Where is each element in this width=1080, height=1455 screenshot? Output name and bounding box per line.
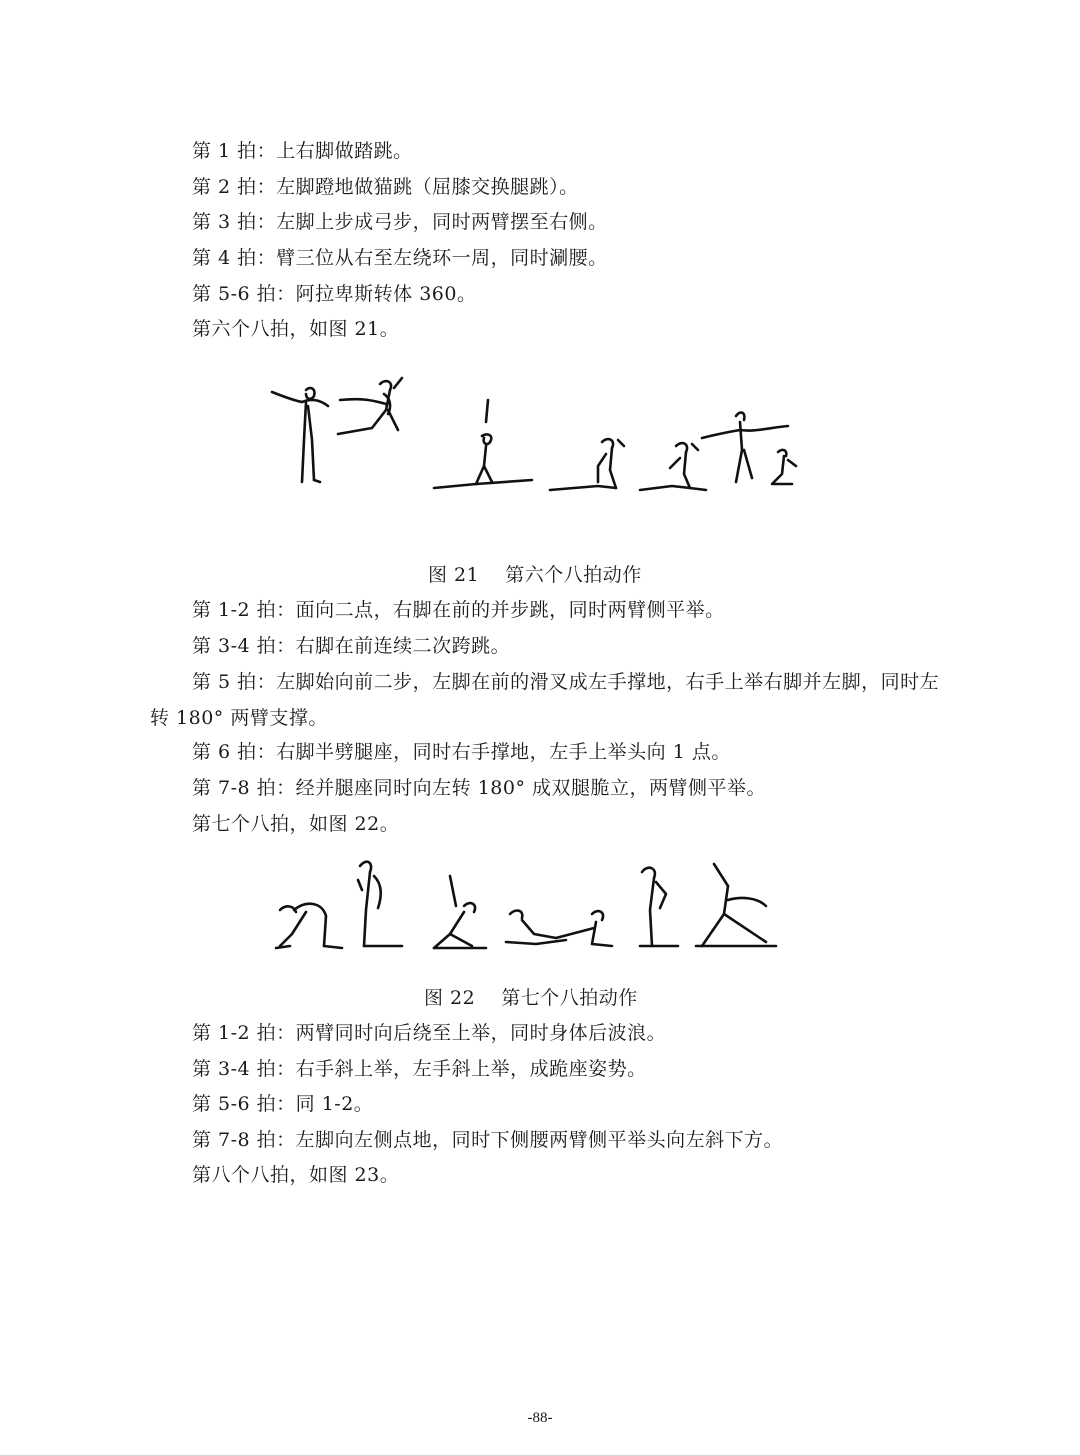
figure-22-caption-text: 第七个八拍动作: [501, 987, 638, 1009]
dance-figures-seventh-eight: [266, 850, 796, 960]
dance-figures-sixth-eight: [262, 370, 802, 500]
text-line: 第 5-6 拍：阿拉卑斯转体 360。: [192, 283, 477, 305]
figure-22-caption-number: 图 22: [424, 987, 476, 1009]
text-paragraph: 第 5 拍：左脚始向前二步，左脚在前的滑叉成左手撑地，右手上举右脚并左脚，同时左转 180° 两臂支撑。: [150, 671, 940, 729]
figure-21-illustration: [262, 370, 802, 500]
page-number: -88-: [527, 1410, 553, 1426]
text-line: 第 3-4 拍：右手斜上举，左手斜上举，成跪座姿势。: [192, 1058, 647, 1080]
text-line: 第 6 拍：右脚半劈腿座，同时右手撑地，左手上举头向 1 点。: [192, 741, 731, 763]
figure-21-caption-number: 图 21: [428, 564, 480, 586]
text-line: 第 3-4 拍：右脚在前连续二次跨跳。: [192, 635, 511, 657]
text-line: 第 1 拍：上右脚做踏跳。: [192, 140, 413, 162]
text-line: 第 4 拍：臂三位从右至左绕环一周，同时涮腰。: [192, 247, 608, 269]
text-line: 第七个八拍，如图 22。: [192, 813, 400, 835]
text-line: 第 7-8 拍：左脚向左侧点地，同时下侧腰两臂侧平举头向左斜下方。: [192, 1129, 784, 1151]
text-line: 第 1-2 拍：面向二点，右脚在前的并步跳，同时两臂侧平举。: [192, 599, 725, 621]
text-line: 第 2 拍：左脚蹬地做猫跳（屈膝交换腿跳）。: [192, 176, 579, 198]
figure-21-caption-text: 第六个八拍动作: [505, 564, 642, 586]
figure-22-caption: [424, 986, 638, 1010]
text-line: 第 3 拍：左脚上步成弓步，同时两臂摆至右侧。: [192, 211, 608, 233]
text-line: 第 7-8 拍：经并腿座同时向左转 180° 成双腿脆立，两臂侧平举。: [192, 777, 767, 799]
text-line: 第八个八拍，如图 23。: [192, 1164, 400, 1186]
text-line: 第 5-6 拍：同 1-2。: [192, 1093, 374, 1115]
figure-21-caption: [428, 563, 642, 587]
text-line: 第六个八拍，如图 21。: [192, 318, 400, 340]
figure-22-illustration: [266, 850, 796, 960]
text-line: 第 1-2 拍：两臂同时向后绕至上举，同时身体后波浪。: [192, 1022, 667, 1044]
